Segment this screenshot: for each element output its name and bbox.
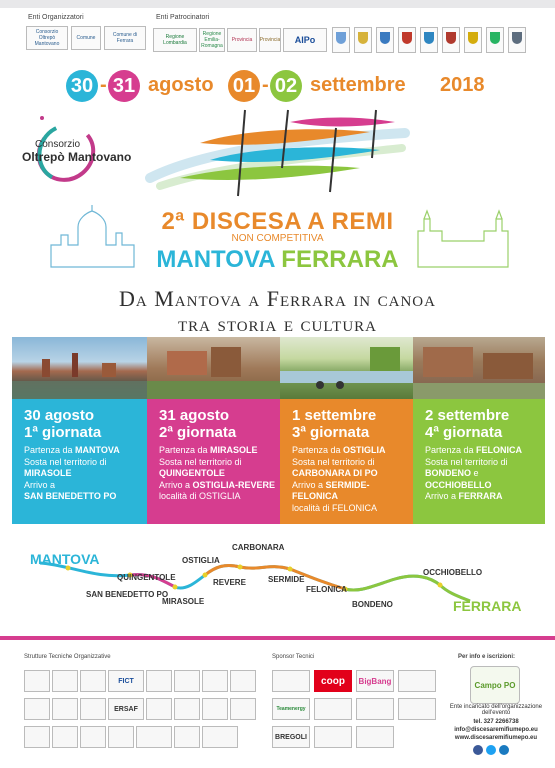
route-stop: BONDENO: [352, 600, 393, 609]
day-card-2: [147, 399, 280, 524]
event-cities: [150, 246, 405, 274]
patron-logo: Provincia: [227, 28, 257, 52]
tech-structures-label: Strutture Tecniche Organizzative: [24, 654, 111, 660]
coop-logo: coop: [314, 670, 352, 692]
organizers-label: Enti Organizzatori: [28, 14, 84, 21]
tech-logo: [146, 698, 172, 720]
tech-logo: [202, 726, 238, 748]
ferrara-skyline: [414, 205, 514, 270]
info-phone: tel. 327 2266738: [473, 719, 519, 725]
patron-logo: Regione Emilia-Romagna: [199, 28, 225, 52]
photo-mantova: [12, 337, 147, 399]
tech-logo: [230, 670, 256, 692]
route-stop: MIRASOLE: [162, 597, 205, 606]
sponsor-logo: [314, 726, 352, 748]
tech-logo: [202, 698, 228, 720]
day-label: 2ª giornata: [159, 424, 237, 441]
photo-ostiglia: [280, 337, 413, 399]
day-card-1: [12, 399, 147, 524]
tech-logo: [108, 726, 134, 748]
municipal-crest: [332, 27, 350, 53]
municipal-crest: [420, 27, 438, 53]
date-circle: 30: [66, 70, 98, 102]
social-icon[interactable]: [499, 745, 509, 755]
patrons-label: Enti Patrocinatori: [156, 14, 210, 21]
route-stop: SERMIDE: [268, 575, 305, 584]
tech-logo: [80, 726, 106, 748]
municipal-crest: [442, 27, 460, 53]
organizer-logo: Consorzio Oltrepò Mantovano: [26, 26, 68, 50]
info-website[interactable]: www.discesaremifiumepo.eu: [454, 735, 538, 741]
route-stop: QUINGENTOLE: [117, 573, 176, 582]
municipal-crest: [486, 27, 504, 53]
day-label: 3ª giornata: [292, 424, 370, 441]
ersaf-logo: ERSAF: [108, 698, 144, 720]
info-email[interactable]: info@discesaremifiumepo.eu: [454, 727, 538, 733]
tech-logo: [52, 726, 78, 748]
tech-logo: [230, 698, 256, 720]
day-date: 31 agosto: [159, 407, 230, 424]
fict-logo: FICT: [108, 670, 144, 692]
route-start: MANTOVA: [30, 551, 100, 567]
photo-felonica: [413, 337, 545, 399]
tech-logo: [24, 726, 50, 748]
day-details: Partenza da MANTOVA Sosta nel territorio di MIRASOLE Arrivo a SAN BENEDETTO PO: [24, 445, 120, 501]
event-dates: 30 - 31 agosto 01 - 02 settembre 2018: [60, 70, 500, 110]
tech-logo: [24, 670, 50, 692]
route-stop: OSTIGLIA: [182, 556, 220, 565]
info-org: Ente incaricato dell'organizzazione dell'evento: [449, 704, 543, 716]
footer-divider: [0, 636, 555, 640]
route-stop: OCCHIOBELLO: [423, 568, 483, 577]
info-label: Per info e iscrizioni:: [458, 654, 516, 660]
facebook-icon[interactable]: [473, 745, 483, 755]
mantova-skyline: [46, 205, 141, 270]
sponsor-logo: [356, 726, 394, 748]
organizer-logo: Comune di Ferrara: [104, 26, 146, 50]
municipal-crest: [398, 27, 416, 53]
month-label: agosto: [148, 74, 214, 96]
tech-logo: [136, 726, 172, 748]
sponsors-label: Sponsor Tecnici: [272, 654, 315, 660]
day-date: 1 settembre: [292, 407, 377, 424]
tech-logo: [174, 726, 200, 748]
event-title: 2ª DISCESA A REMI: [161, 208, 394, 235]
organizer-logo: Comune: [71, 26, 101, 50]
sponsor-logo: [398, 670, 436, 692]
route-stop: CARBONARA: [232, 543, 285, 552]
municipal-crest: [354, 27, 372, 53]
top-strip: [0, 0, 555, 8]
kayaks-illustration: [140, 108, 415, 198]
campo-po-logo: Campo PO: [470, 666, 520, 704]
route-stop: FELONICA: [306, 585, 347, 594]
event-subtitle: NON COMPETITIVA: [231, 233, 324, 244]
year-label: 2018: [440, 74, 485, 96]
day-card-4: [413, 399, 545, 524]
consorzio-line2: Oltrepò Mantovano: [22, 150, 132, 164]
municipal-crest: [376, 27, 394, 53]
aipo-logo: AIPo: [283, 28, 327, 52]
route-stop: REVERE: [213, 578, 246, 587]
city-mantova: MANTOVA: [156, 246, 275, 273]
photo-mirasole: [147, 337, 280, 399]
patron-logo: Provincia: [259, 28, 281, 52]
day-details: Partenza da MIRASOLE Sosta nel territorio di QUINGENTOLE Arrivo a OSTIGLIA-REVERE località di OSTIGLIA: [159, 445, 276, 501]
tagline-line2: tra storia e cultura: [177, 311, 378, 336]
tech-logo: [174, 670, 200, 692]
city-ferrara: FERRARA: [281, 246, 399, 273]
day-date: 30 agosto: [24, 407, 95, 424]
day-label: 4ª giornata: [425, 424, 503, 441]
route-stop: SAN BENEDETTO PO: [86, 590, 169, 599]
day-details: Partenza da OSTIGLIA Sosta nel territorio di CARBONARA DI PO Arrivo a SERMIDE-FELONICA località di FELONICA: [292, 445, 386, 513]
day-details: Partenza da FELONICA Sosta nel territorio di BONDENO e OCCHIOBELLO Arrivo a FERRARA: [425, 445, 523, 501]
sponsor-logo: [314, 698, 352, 720]
bigbang-logo: BigBang: [356, 670, 394, 692]
tech-logo: [52, 698, 78, 720]
date-circle: 31: [108, 70, 140, 102]
tech-logo: [80, 670, 106, 692]
tech-logo: [80, 698, 106, 720]
tech-logo: [146, 670, 172, 692]
month-label: settembre: [310, 74, 406, 96]
sponsor-logo: [356, 698, 394, 720]
sponsor-logo: [398, 698, 436, 720]
date-circle: 02: [270, 70, 302, 102]
municipal-crest: [464, 27, 482, 53]
tech-logo: [174, 698, 200, 720]
tagline-line1: Da Mantova a Ferrara in canoa: [119, 286, 436, 311]
consorzio-line1: Consorzio: [35, 139, 81, 150]
patron-logo: Regione Lombardia: [153, 28, 197, 52]
day-label: 1ª giornata: [24, 424, 102, 441]
tech-logo: [52, 670, 78, 692]
teamenergy-logo: Teamenergy: [272, 698, 310, 720]
bregoli-logo: BREGOLI: [272, 726, 310, 748]
day-card-3: [280, 399, 413, 524]
twitter-icon[interactable]: [486, 745, 496, 755]
date-circle: 01: [228, 70, 260, 102]
municipal-crest: [508, 27, 526, 53]
tech-logo: [202, 670, 228, 692]
tech-logo: [24, 698, 50, 720]
sponsor-logo: [272, 670, 310, 692]
day-date: 2 settembre: [425, 407, 510, 424]
route-end: FERRARA: [453, 598, 522, 614]
